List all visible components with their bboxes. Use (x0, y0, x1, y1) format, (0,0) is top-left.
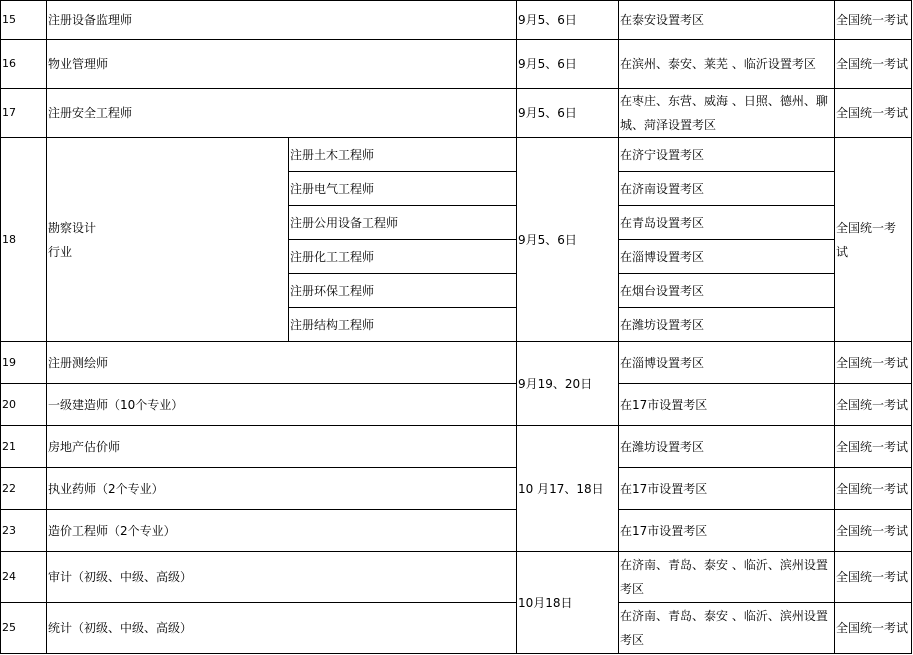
exam-name: 执业药师（2个专业） (47, 468, 517, 510)
exam-area: 在潍坊设置考区 (619, 308, 835, 342)
table-row (1, 510, 912, 552)
exam-type: 全国统一考试 (835, 89, 912, 138)
exam-type: 全国统一考试 (835, 552, 912, 603)
exam-area: 在青岛设置考区 (619, 206, 835, 240)
exam-area: 在枣庄、东营、威海 、日照、德州、聊城、菏泽设置考区 (619, 89, 835, 138)
row-number: 24 (1, 552, 47, 603)
exam-date: 9月5、6日 (517, 89, 619, 138)
row-number: 16 (1, 40, 47, 89)
exam-name: 房地产估价师 (47, 426, 517, 468)
exam-date: 9月5、6日 (517, 1, 619, 40)
row-number: 18 (1, 138, 47, 342)
row-number: 15 (1, 1, 47, 40)
exam-type: 全国统一考试 (835, 468, 912, 510)
exam-name: 造价工程师（2个专业） (47, 510, 517, 552)
row-number: 20 (1, 384, 47, 426)
table-row (1, 384, 912, 426)
exam-date: 9月5、6日 (517, 138, 619, 342)
row-number: 25 (1, 603, 47, 654)
row-number: 17 (1, 89, 47, 138)
sub-exam-name: 注册化工工程师 (289, 240, 517, 274)
row-number: 22 (1, 468, 47, 510)
exam-date: 10 月17、18日 (517, 426, 619, 552)
exam-area: 在17市设置考区 (619, 468, 835, 510)
exam-type: 全国统一考试 (835, 603, 912, 654)
exam-date: 10月18日 (517, 552, 619, 654)
table-row (1, 426, 912, 468)
sub-exam-name: 注册结构工程师 (289, 308, 517, 342)
table-row (1, 468, 912, 510)
exam-name: 一级建造师（10个专业） (47, 384, 517, 426)
exam-area: 在17市设置考区 (619, 384, 835, 426)
exam-area: 在17市设置考区 (619, 510, 835, 552)
exam-area: 在滨州、泰安、莱芜 、临沂设置考区 (619, 40, 835, 89)
exam-name: 注册测绘师 (47, 342, 517, 384)
exam-type: 全国统一考试 (835, 138, 912, 342)
sub-exam-name: 注册环保工程师 (289, 274, 517, 308)
table-row (1, 603, 912, 654)
table-row (1, 89, 912, 138)
row-number: 21 (1, 426, 47, 468)
exam-type: 全国统一考试 (835, 384, 912, 426)
exam-area: 在济南、青岛、泰安 、临沂、滨州设置考区 (619, 603, 835, 654)
table-row (1, 1, 912, 40)
sub-exam-name: 注册土木工程师 (289, 138, 517, 172)
table-row (1, 342, 912, 384)
exam-type: 全国统一考试 (835, 510, 912, 552)
sub-exam-name: 注册电气工程师 (289, 172, 517, 206)
exam-area: 在淄博设置考区 (619, 342, 835, 384)
exam-area: 在济南、青岛、泰安 、临沂、滨州设置考区 (619, 552, 835, 603)
exam-area: 在泰安设置考区 (619, 1, 835, 40)
exam-area: 在济南设置考区 (619, 172, 835, 206)
exam-area: 在烟台设置考区 (619, 274, 835, 308)
exam-name: 注册设备监理师 (47, 1, 517, 40)
exam-name: 注册安全工程师 (47, 89, 517, 138)
row-number: 23 (1, 510, 47, 552)
exam-name: 审计（初级、中级、高级） (47, 552, 517, 603)
exam-type: 全国统一考试 (835, 426, 912, 468)
sub-exam-name: 注册公用设备工程师 (289, 206, 517, 240)
exam-type: 全国统一考试 (835, 40, 912, 89)
exam-area: 在济宁设置考区 (619, 138, 835, 172)
exam-name: 物业管理师 (47, 40, 517, 89)
exam-date: 9月5、6日 (517, 40, 619, 89)
exam-date: 9月19、20日 (517, 342, 619, 426)
exam-type: 全国统一考试 (835, 342, 912, 384)
exam-group-name: 勘察设计行业 (47, 138, 289, 342)
row-number: 19 (1, 342, 47, 384)
table-row (1, 138, 912, 172)
exam-area: 在淄博设置考区 (619, 240, 835, 274)
table-row (1, 40, 912, 89)
table-row (1, 552, 912, 603)
exam-type: 全国统一考试 (835, 1, 912, 40)
exam-name: 统计（初级、中级、高级） (47, 603, 517, 654)
exam-area: 在潍坊设置考区 (619, 426, 835, 468)
